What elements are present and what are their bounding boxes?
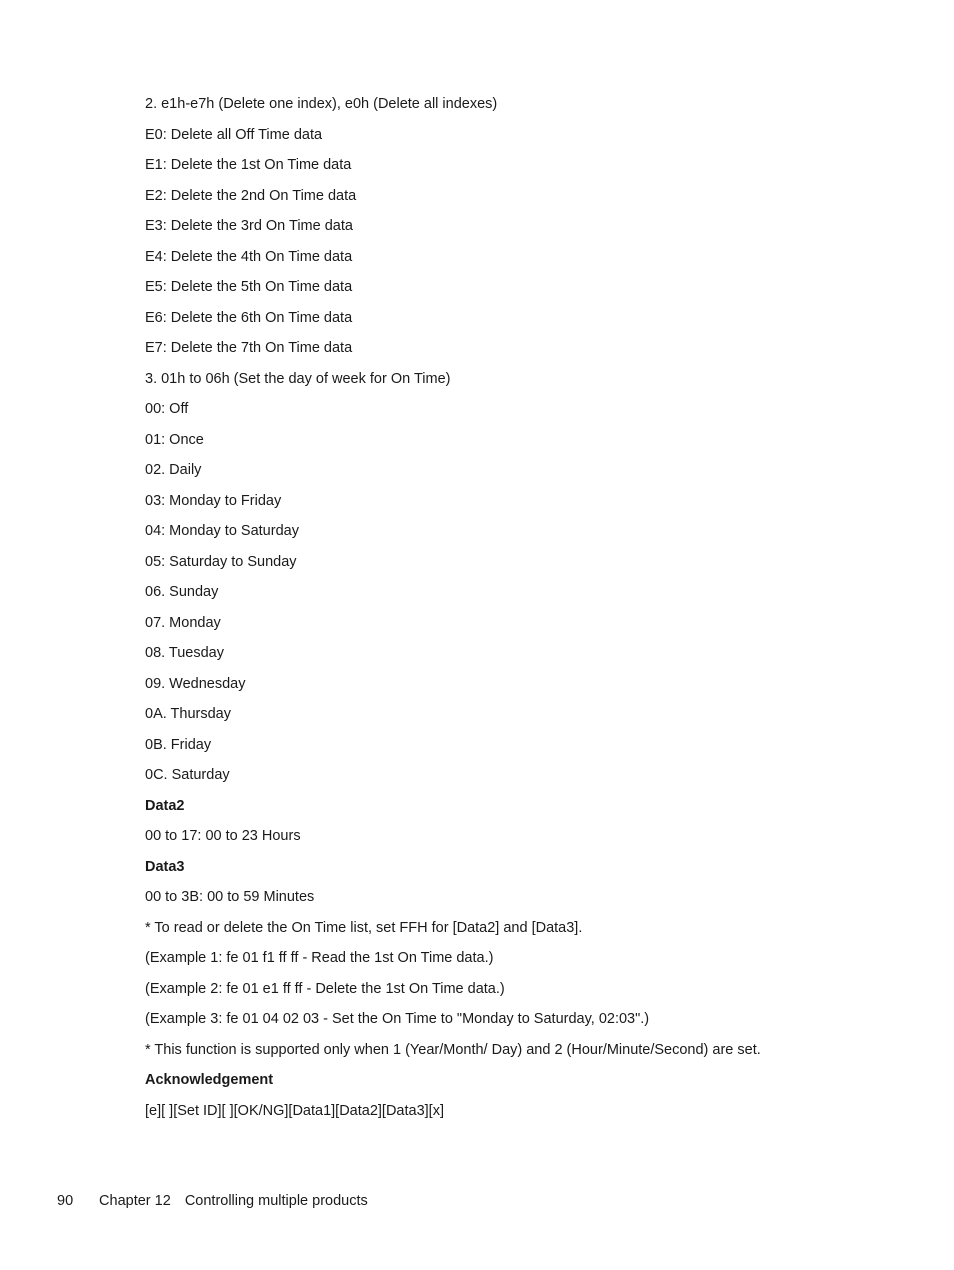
text-line: 00 to 3B: 00 to 59 Minutes	[145, 889, 315, 905]
text-line: E5: Delete the 5th On Time data	[145, 279, 353, 295]
text-line: E2: Delete the 2nd On Time data	[145, 187, 357, 204]
text-line: 3. 01h to 06h (Set the day of week for On Time)	[145, 370, 451, 387]
text-line: 0B. Friday	[145, 736, 212, 753]
text-line: E0: Delete all Off Time data	[145, 126, 323, 143]
chapter-label: Chapter 12	[99, 1193, 171, 1209]
text-line: 0C. Saturday	[145, 767, 230, 783]
text-line: 01: Once	[145, 431, 204, 448]
text-line: 2. e1h-e7h (Delete one index), e0h (Delete all indexes)	[145, 96, 498, 112]
text-line: (Example 2: fe 01 e1 ff ff - Delete the 1st On Time data.)	[145, 980, 505, 997]
text-line: E7: Delete the 7th On Time data	[145, 340, 353, 356]
section-heading: Data3	[145, 858, 185, 875]
text-line: E4: Delete the 4th On Time data	[145, 248, 353, 265]
text-line: 09. Wednesday	[145, 675, 246, 692]
section-heading: Acknowledgement	[145, 1072, 274, 1088]
text-line: (Example 3: fe 01 04 02 03 - Set the On Time to "Monday to Saturday, 02:03".)	[145, 1011, 650, 1027]
text-line: 00: Off	[145, 401, 189, 417]
text-line: 05: Saturday to Sunday	[145, 553, 297, 570]
page-number: 90	[57, 1193, 74, 1209]
text-line: 06. Sunday	[145, 584, 219, 600]
text-line: 00 to 17: 00 to 23 Hours	[145, 828, 301, 844]
text-line: [e][ ][Set ID][ ][OK/NG][Data1][Data2][Data3][x]	[145, 1102, 444, 1119]
chapter-title: Controlling multiple products	[184, 1193, 368, 1209]
document-body	[145, 93, 905, 1130]
text-line: 02. Daily	[145, 462, 202, 478]
text-line: 0A. Thursday	[145, 706, 231, 722]
text-line: * To read or delete the On Time list, set FFH for [Data2] and [Data3].	[145, 919, 583, 936]
text-line: 04: Monday to Saturday	[145, 523, 299, 539]
text-line: E1: Delete the 1st On Time data	[145, 157, 352, 173]
section-heading: Data2	[145, 797, 185, 814]
text-line: 03: Monday to Friday	[145, 492, 282, 509]
text-line: E3: Delete the 3rd On Time data	[145, 218, 353, 234]
page-footer	[57, 1191, 368, 1211]
text-line: 07. Monday	[145, 614, 221, 631]
text-line: E6: Delete the 6th On Time data	[145, 309, 353, 326]
text-line: 08. Tuesday	[145, 645, 224, 661]
text-line: * This function is supported only when 1 (Year/Month/ Day) and 2 (Hour/Minute/Second) are set.	[145, 1041, 761, 1058]
text-line: (Example 1: fe 01 f1 ff ff - Read the 1st On Time data.)	[145, 950, 494, 966]
